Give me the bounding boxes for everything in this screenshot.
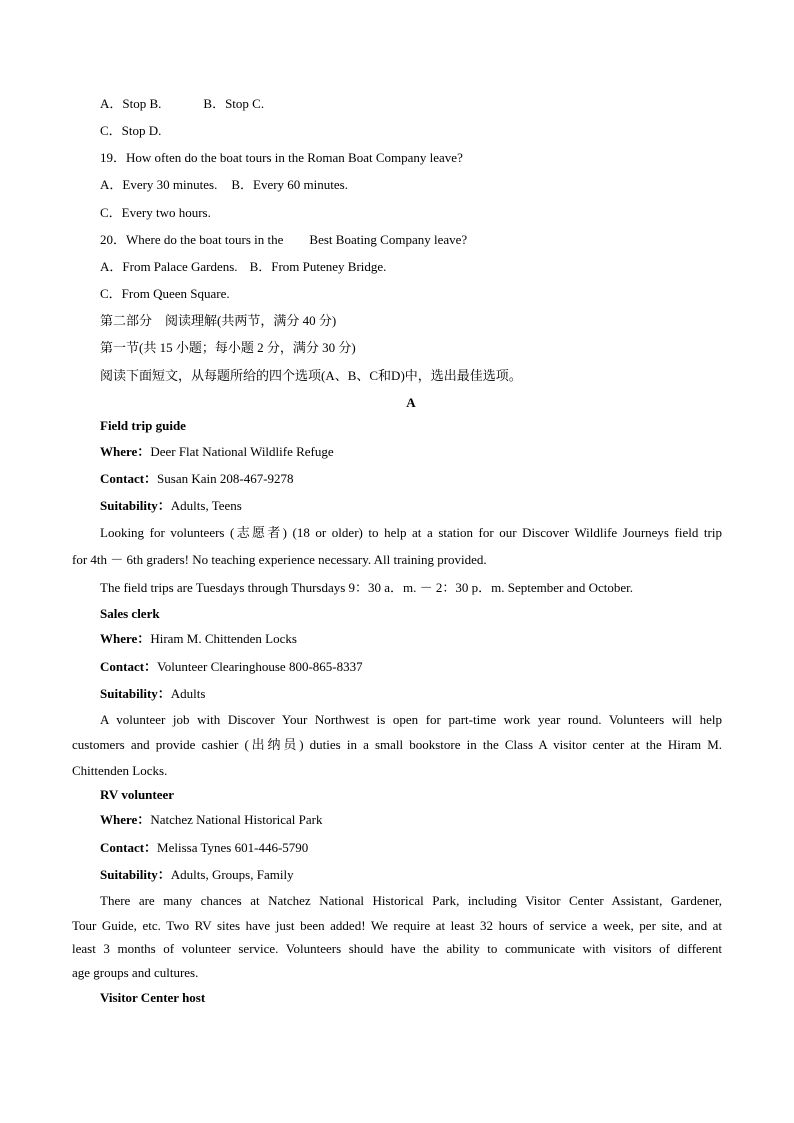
where-value: Natchez National Historical Park bbox=[150, 812, 323, 827]
job3-para-line3: least 3 months of volunteer service. Volunteers should have the ability to communicate with visitors of different bbox=[72, 941, 722, 956]
job1-where bbox=[100, 444, 334, 460]
q20-option-b: B．From Puteney Bridge. bbox=[249, 259, 387, 274]
passage-letter: A bbox=[406, 395, 416, 410]
contact-label: Contact： bbox=[100, 659, 158, 674]
contact-label: Contact： bbox=[100, 840, 158, 855]
q20-stem-part1: 20．Where do the boat tours in the bbox=[100, 232, 284, 247]
part-heading: 第二部分 阅读理解(共两节，满分 40 分) bbox=[100, 313, 337, 328]
instructions: 阅读下面短文，从每题所给的四个选项(A、B、C和D)中，选出最佳选项。 bbox=[100, 368, 522, 383]
q20-options-ab bbox=[100, 259, 386, 275]
q19-options-ab bbox=[100, 177, 348, 193]
where-value: Hiram M. Chittenden Locks bbox=[150, 631, 297, 646]
job3-suitability bbox=[100, 867, 294, 883]
q19-option-a: A．Every 30 minutes. bbox=[100, 177, 218, 192]
job1-para1-line1: Looking for volunteers (志愿者) (18 or older) to help at a station for our Discover Wildlife Journeys field trip bbox=[100, 525, 722, 540]
job3-para-line2: Tour Guide, etc. Two RV sites have just been added! We require at least 32 hours of service a week, per site, and at bbox=[72, 918, 722, 933]
where-label: Where： bbox=[100, 444, 151, 459]
q20-option-c: C．From Queen Square. bbox=[100, 286, 230, 301]
subsection-heading: 第一节(共 15 小题；每小题 2 分，满分 30 分) bbox=[100, 340, 356, 355]
job3-title: RV volunteer bbox=[100, 787, 175, 802]
job3-contact bbox=[100, 840, 308, 856]
job1-title: Field trip guide bbox=[100, 418, 186, 433]
suitability-value: Adults, Teens bbox=[170, 498, 242, 513]
q18-option-a: A．Stop B. bbox=[100, 96, 162, 111]
q19-option-b: B．Every 60 minutes. bbox=[231, 177, 348, 192]
job2-para-line1: A volunteer job with Discover Your Northwest is open for part-time work year round. Volunteers will help bbox=[100, 712, 722, 727]
q19-stem: 19．How often do the boat tours in the Roman Boat Company leave? bbox=[100, 150, 463, 165]
job4-title: Visitor Center host bbox=[100, 990, 206, 1005]
contact-value: Susan Kain 208-467-9278 bbox=[157, 471, 294, 486]
suitability-label: Suitability： bbox=[100, 686, 171, 701]
q20-option-a: A．From Palace Gardens. bbox=[100, 259, 238, 274]
q18-options-ab bbox=[100, 96, 264, 112]
suitability-value: Adults, Groups, Family bbox=[170, 867, 294, 882]
job3-para-line1: There are many chances at Natchez National Historical Park, including Visitor Center Assistant, Gardener, bbox=[100, 893, 722, 908]
q19-option-c: C．Every two hours. bbox=[100, 205, 211, 220]
job2-suitability bbox=[100, 686, 205, 702]
job2-title: Sales clerk bbox=[100, 606, 160, 621]
contact-value: Melissa Tynes 601-446-5790 bbox=[157, 840, 309, 855]
job2-where bbox=[100, 631, 297, 647]
job1-para1-line2: for 4th － 6th graders! No teaching experience necessary. All training provided. bbox=[72, 552, 487, 567]
contact-label: Contact： bbox=[100, 471, 158, 486]
suitability-label: Suitability： bbox=[100, 498, 171, 513]
job3-where bbox=[100, 812, 323, 828]
job2-para-line2: customers and provide cashier (出纳员) duties in a small bookstore in the Class A visitor center at the Hiram M. bbox=[72, 737, 722, 752]
suitability-label: Suitability： bbox=[100, 867, 171, 882]
q20-stem bbox=[100, 232, 467, 248]
where-label: Where： bbox=[100, 812, 151, 827]
job1-contact bbox=[100, 471, 294, 487]
where-label: Where： bbox=[100, 631, 151, 646]
job3-para-line4: age groups and cultures. bbox=[72, 965, 199, 980]
job1-suitability bbox=[100, 498, 242, 514]
job2-para-line3: Chittenden Locks. bbox=[72, 763, 168, 778]
q20-stem-part2: Best Boating Company leave? bbox=[309, 232, 468, 247]
contact-value: Volunteer Clearinghouse 800-865-8337 bbox=[157, 659, 363, 674]
q18-option-b: B．Stop C. bbox=[203, 96, 265, 111]
q18-option-c: C．Stop D. bbox=[100, 123, 162, 138]
job2-contact bbox=[100, 659, 363, 675]
suitability-value: Adults bbox=[170, 686, 206, 701]
job1-para2: The field trips are Tuesdays through Thursdays 9：30 a．m. － 2：30 p．m. September and October. bbox=[100, 580, 634, 595]
where-value: Deer Flat National Wildlife Refuge bbox=[150, 444, 334, 459]
